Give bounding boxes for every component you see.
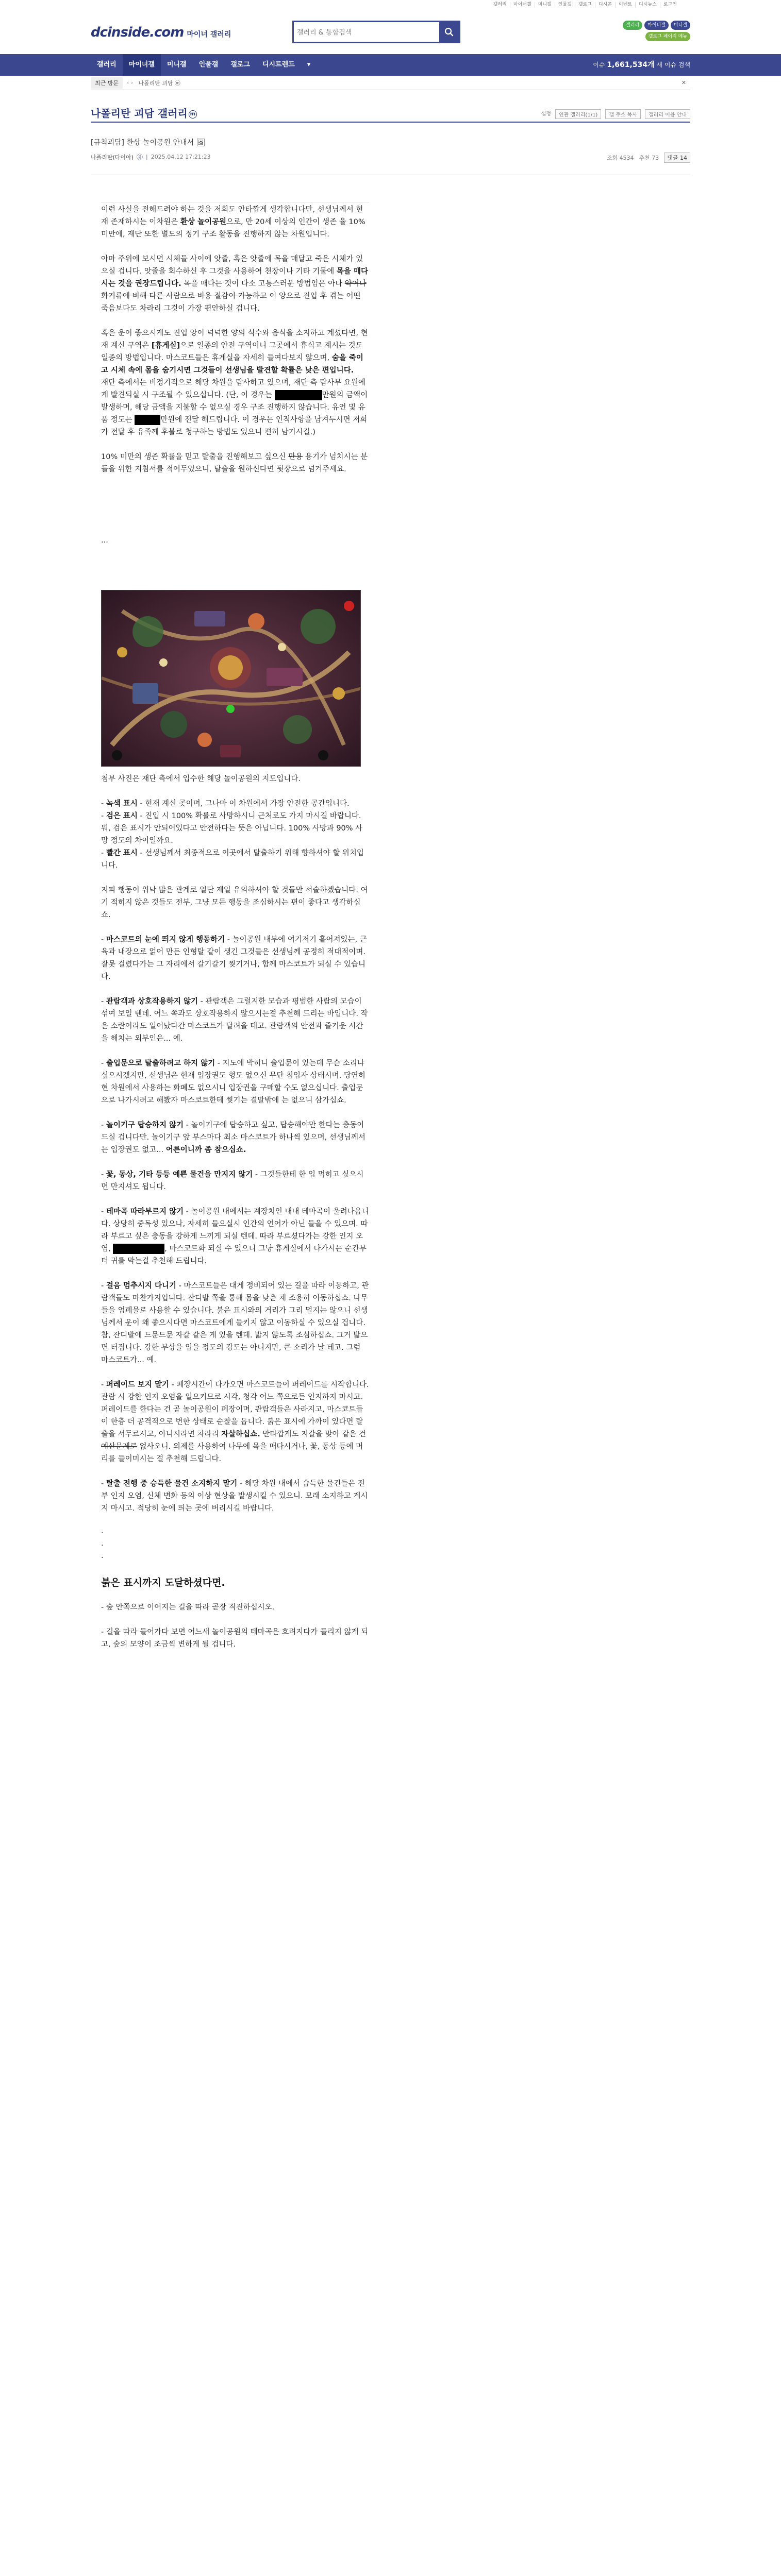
issue-counter[interactable] bbox=[593, 54, 690, 76]
nav-item-gallog[interactable]: 갤로그 bbox=[230, 61, 250, 69]
util-link[interactable]: 갤러리 bbox=[493, 2, 507, 7]
text: 으로 일종의 안전 구역이니 그곳에서 휴식고 계시는 것도 일종의 방법입니다. 마스코트들은 휴게실을 자세히 들여다보지 않으며, bbox=[101, 342, 363, 362]
bold-text: 탈출 전행 중 승득한 물건 소지하지 말기 bbox=[106, 1480, 238, 1488]
strike-text: 약어나 화기류에 비해 다른 사람으로 비용 절감이 가능하고 bbox=[101, 280, 367, 300]
copy-address-button[interactable]: 갤 주소 복사 bbox=[605, 109, 641, 119]
paragraph bbox=[101, 253, 369, 315]
gallery-title-row bbox=[91, 102, 690, 123]
dot-separator: · bbox=[101, 1529, 104, 1537]
gallery-setting-button[interactable]: 설정 bbox=[541, 111, 551, 117]
text: - 놀이공원 내에서는 계장치인 내내 테마곡이 울려나옵니다. 상당히 중독성 있으나, 자세히 들으실시 인간의 언어가 아닌 들을 수 있으며. 따라 부르고 싶은 충동을 강하게 느끼게 되실 텐데. 따라 부르셨다가는 강한 인지 오염, bbox=[101, 1208, 369, 1253]
park-map-image[interactable] bbox=[101, 590, 361, 767]
util-link[interactable]: 이벤트 bbox=[615, 2, 635, 8]
rule-item bbox=[101, 1119, 369, 1156]
legend-item bbox=[101, 847, 369, 872]
utility-bar bbox=[0, 0, 781, 10]
util-link[interactable]: 디시콘 bbox=[595, 2, 615, 8]
issue-count: 1,661,534개 bbox=[607, 61, 655, 69]
bold-text: 놀이기구 탑승하지 않기 bbox=[106, 1121, 184, 1129]
rule-item bbox=[101, 1379, 369, 1465]
bold-text: 걸음 멈추시지 다니기 bbox=[106, 1282, 177, 1290]
text: 재단 측에서는 비정기적으로 해당 차원을 탐사하고 있으며, 재단 측 탐사부 요원에게 발견되실 시 구조될 수 있으십니다. (단, 이 경우는 bbox=[101, 379, 365, 399]
paragraph bbox=[101, 327, 369, 377]
final-heading: 붉은 표시까지 도달하셨다면. bbox=[101, 1577, 225, 1588]
bold-text: 꽃, 동상, 기타 등등 예쁜 물건을 만지지 않기 bbox=[106, 1171, 253, 1179]
util-link[interactable]: 디시뉴스 bbox=[635, 2, 660, 8]
text: 아마 주위에 보시면 시체들 사이에 앗줄, 혹은 앗줄에 목을 매달고 죽은 시체가 있으실 겁니다. 앗줄을 회수하신 후 그것을 사용하여 천장이나 기타 기물에 bbox=[101, 255, 363, 276]
util-link[interactable]: 마이너갤 bbox=[510, 2, 535, 8]
rule-item bbox=[101, 1478, 369, 1515]
gallery-guide-button[interactable]: 갤러리 이용 안내 bbox=[645, 109, 690, 119]
text: - 관람객은 그럴지한 모습과 평범한 사람의 모습이 섞여 보일 텐데. 어느 쪽과도 상호작용하지 않으시는걸 추천해 드리는 바입니다. 작은 소란이라도 일어났다간 마스코트가 달려올 테고. 관람객의 안전과 즐거운 시간을 해치는 외부인은... 예. bbox=[101, 997, 368, 1043]
bold-text: 마스코트의 눈에 띄지 않게 행동하기 bbox=[106, 936, 225, 944]
dot-separator: · bbox=[101, 1554, 104, 1562]
text: 이런 사실을 전해드려야 하는 것을 저희도 안타깝게 생각합니다만, 선생님께서 현재 존재하시는 이차원은 bbox=[101, 206, 363, 226]
bold-text: 퍼레이드 보지 말기 bbox=[106, 1381, 169, 1389]
nav-item-mini-gallery[interactable]: 미니갤 bbox=[167, 61, 187, 69]
search-box bbox=[292, 21, 460, 43]
paragraph bbox=[101, 451, 369, 476]
legend-item bbox=[101, 798, 369, 810]
top-button[interactable]: 갤러리 bbox=[623, 21, 642, 30]
text: - 진입 시 100% 확률로 사망하시니 근처로도 가지 마시길 바랍니다. 뭐, 검은 표시가 안되어있다고 안전하다는 뜻은 아닙니다. 100% 사망과 90% 사망 정도의 차이일까요. bbox=[101, 812, 363, 845]
search-icon bbox=[444, 27, 454, 37]
text: 목을 매다는 것이 다소 고통스러운 방법임은 아나 bbox=[181, 280, 345, 288]
rule-item bbox=[101, 934, 369, 983]
bold-text: 어른이니까 좀 참으십쇼. bbox=[165, 1146, 246, 1154]
redaction-bar bbox=[113, 1244, 164, 1254]
text: - bbox=[101, 1282, 106, 1290]
post-head-tag: [규칙괴담] bbox=[91, 139, 125, 147]
nav-item-minor-gallery[interactable]: 마이너갤 bbox=[123, 54, 161, 76]
nav-item-dctrend[interactable]: 디시트렌드 bbox=[262, 61, 295, 69]
text: - 마스코트들은 대게 정비되어 있는 길을 따라 이동하고, 관람객들도 마찬가지입니다. 잔디밭 쪽을 통해 몸을 낮춘 채 조용히 이동하십쇼. 나무들을 엄폐물로 사용할 수 있습니다. 붉은 표시와의 거리가 그리 멀지는 않으니 선생님께서 운이 왜 좋으시다면 마스코트에게 들키지 않고 이동하실 수 있으실 겁니다. 참, 잔디밭에 드문드문 자갈 같은 게 있을 텐데. 밟지 않도록 조심하십쇼. 그거 밟으면 터집니다. 강한 부상을 입을 정도의 강도는 아니지만, 큰 소리가 날 테고. 그럼 마스코트가... 예. bbox=[101, 1282, 369, 1364]
redaction-bar bbox=[135, 415, 160, 425]
final-step: - 길을 따라 들어가다 보면 어느새 놀이공원의 테마곡은 흐려지다가 들리지 않게 되고, 숲의 모양이 조금씩 변하게 될 겁니다. bbox=[101, 1628, 369, 1649]
bold-text: 목을 매다시는 것을 권장드립니다. bbox=[101, 267, 368, 288]
rule-item bbox=[101, 1280, 369, 1366]
text: - 선생님께서 최종적으로 이곳에서 탈출하기 위해 향하셔야 할 위치입니다. bbox=[101, 849, 364, 870]
util-link[interactable]: 로그인 bbox=[660, 2, 680, 8]
text: - bbox=[101, 1171, 106, 1179]
bold-text: 관람객과 상호작용하지 않기 bbox=[106, 997, 198, 1006]
bold-text: 자살하십쇼. bbox=[221, 1430, 260, 1438]
minor-badge-icon: m bbox=[189, 110, 197, 118]
text: - 놀이기구에 탑승하고 싶고, 탑승해야만 한다는 충동이 드실 겁니다만. 놀이기구 앞 부스마다 최소 마스코트가 하나씩 있으며, 선생님께서는 입장권도 없고... bbox=[101, 1121, 365, 1154]
gallery-options bbox=[541, 109, 690, 119]
redaction-bar bbox=[275, 390, 322, 400]
top-button-extra[interactable]: 갤로그 페이지 메뉴 bbox=[645, 32, 690, 41]
text: - 현재 계신 곳이며, 그나마 이 차원에서 가장 안전한 공간입니다. bbox=[137, 800, 350, 808]
text: - 폐장시간이 다가오면 마스코트들이 퍼레이드를 시작합니다. 관람 시 강한 인지 오염을 일으키므로 시각, 청각 어느 쪽으로든 인지하지 마시고. 퍼레이드를 한다는 건 곧 놀이공원이 폐장이며, 관람객들은 사라지고, 마스코트들이 한층 더 공격적으로 변한 상태로 순찰을 돕니다. 붉은 표시에 가까이 있다면 탈출을 서두르시고, 아니시라면 차라리 bbox=[101, 1381, 369, 1438]
bold-text: 검은 표시 bbox=[106, 812, 138, 820]
gallery-title-text[interactable]: 나폴리탄 괴담 갤러리 bbox=[91, 107, 188, 120]
text: 없사오니. 외제를 사용하여 나무에 목을 매다시거나, 꽃, 동상 등에 머리를 들이미시는 걸 추천해 드립니다. bbox=[101, 1443, 363, 1463]
text: 만원에 전달 해드립니다. 이 경우는 인적사항을 남겨두시면 저희가 전달 후 유족께 후불로 청구하는 방법도 있으니 편히 남기시길.) bbox=[101, 416, 368, 436]
post-title bbox=[91, 137, 205, 147]
issue-prefix: 이슈 bbox=[593, 61, 607, 69]
text: - 놀이공원 내부에 여기저기 흩어져있는, 근육과 내장으로 얽어 만든 인형탈 같이 생긴 그것들은 선생님께 공정히 적대적이며. 잘못 걸렸다가는 그 자리에서 갈기갈기 찢기거나, 함께 마스코트가 되실 수 있습니다. bbox=[101, 936, 367, 981]
writer-nick[interactable]: 나폴리탄(다이아) bbox=[91, 154, 134, 161]
view-count: 조회 4534 bbox=[606, 155, 634, 161]
post-header bbox=[91, 129, 690, 175]
site-header bbox=[0, 10, 781, 54]
ellipsis: ... bbox=[101, 536, 108, 545]
strike-text: 만용 bbox=[288, 453, 303, 461]
strike-text: 예산문제로 bbox=[101, 1443, 138, 1451]
text: 10% 미만의 생존 확률을 믿고 탈출을 진행해보고 싶으신 bbox=[101, 453, 289, 461]
rule-item bbox=[101, 1168, 369, 1193]
recommend-count: 추천 73 bbox=[639, 155, 659, 161]
map-caption: 첨부 사진은 재단 측에서 입수한 해당 놀이공원의 지도입니다. bbox=[101, 775, 301, 783]
text: 용기가 넘치시는 분들을 위한 지침서를 적어두었으니, 탈출을 원하신다면 뒷장으로 넘겨주세요. bbox=[101, 453, 368, 473]
site-logo[interactable] bbox=[91, 25, 231, 40]
text: - bbox=[101, 812, 106, 820]
text: - bbox=[101, 1121, 106, 1129]
text: 혹은 운이 좋으시게도 진입 앙이 넉넉한 양의 식수와 음식을 소지하고 계셨다면, 현재 계신 구역은 bbox=[101, 329, 368, 350]
image-attach-icon: 🖼 bbox=[196, 139, 206, 147]
related-gallery-button[interactable]: 연관 갤러리(1/1) bbox=[555, 109, 601, 119]
text: - bbox=[101, 800, 106, 808]
post-divider: | bbox=[145, 154, 148, 160]
issue-suffix: 새 이슈 검색 bbox=[654, 61, 690, 69]
util-link[interactable]: 인물갤 bbox=[555, 2, 575, 8]
text: - bbox=[101, 997, 106, 1006]
nav-item-person-gallery[interactable]: 인물갤 bbox=[198, 61, 219, 69]
post-content bbox=[101, 204, 369, 1663]
recent-visit-bar bbox=[91, 76, 690, 90]
top-button[interactable]: 마이너갤 bbox=[644, 21, 669, 30]
gallery-title[interactable] bbox=[91, 105, 197, 120]
rule-item bbox=[101, 995, 369, 1045]
post-stats bbox=[607, 152, 690, 163]
text: - bbox=[101, 1208, 106, 1216]
text: - bbox=[101, 849, 106, 857]
post-date: 2025.04.12 17:21:23 bbox=[151, 154, 211, 160]
park-map-illustration bbox=[102, 590, 361, 767]
comment-count-button[interactable]: 댓글 14 bbox=[664, 152, 690, 163]
text: 이 앙으로 진입 후 겪는 어떤 죽음보다도 차라리 그것이 가장 편안하실 겁니다. bbox=[101, 292, 361, 313]
top-button-group bbox=[623, 21, 690, 30]
paragraph: 지피 행동이 워낙 많은 관계로 일단 제일 유의하셔야 할 것들만 서술하겠습니다. 여기 적히지 않은 것들도 전부, 그냥 모든 행동을 조심하시는 편이 좋다고 생각하십쇼. bbox=[101, 886, 368, 919]
recent-arrows-icon[interactable]: ‹ › bbox=[127, 79, 134, 86]
paragraph bbox=[101, 204, 369, 241]
recent-item[interactable]: 나폴리탄 괴담 ⓜ bbox=[138, 79, 181, 87]
dot-separator: · bbox=[101, 1541, 104, 1550]
fixed-nick-icon: ⓖ bbox=[136, 154, 143, 161]
logo-text[interactable]: dcinside.com bbox=[91, 25, 184, 40]
text: - 지도에 박히니 출입문이 있는데 무슨 소리냐 싶으시겠지만, 선생님은 현재 입장권도 형도 없으신 무단 침입자 상태시며. 당연히 현 차원에서 사용하는 화폐도 없으시니 입장권을 구매할 수도 없으십니다. 출입문으로 나가시려고 해봤자 마스코트한테 찢기는 결말밖에 는 없으니 삼가십쇼. bbox=[101, 1059, 365, 1105]
paragraph bbox=[101, 377, 369, 438]
util-link[interactable]: 미니갤 bbox=[535, 2, 555, 8]
text: - bbox=[101, 1059, 106, 1067]
post-subject: 환상 놀이공원 안내서 bbox=[126, 139, 194, 147]
bold-text: 녹색 표시 bbox=[106, 800, 138, 808]
bold-text: [휴게실] bbox=[151, 342, 180, 350]
close-icon[interactable]: ✕ bbox=[681, 79, 686, 86]
legend-item bbox=[101, 810, 369, 847]
recent-visit-label[interactable]: 최근 방문 bbox=[91, 77, 123, 89]
bold-text: 출입문으로 탈출하려고 하지 않기 bbox=[106, 1059, 215, 1067]
text: , 마스코트화 되실 수 있으니 그냥 휴게실에서 나가시는 순간부터 귀를 막는걸 추천해 드립니다. bbox=[101, 1245, 367, 1265]
search-button[interactable] bbox=[439, 22, 459, 42]
nav-item-gallery[interactable]: 갤러리 bbox=[97, 61, 117, 69]
text: - 해당 차원 내에서 습득한 물건들은 전부 인지 오염, 신체 변화 등의 이상 현상을 발생시킬 수 있으니. 모래 소지하고 계시지 마시고. 적당히 눈에 띄는 곳에 버리시길 바랍니다. bbox=[101, 1480, 368, 1513]
bold-text: 테마곡 따라부르지 않기 bbox=[106, 1208, 184, 1216]
rule-item bbox=[101, 1057, 369, 1107]
nav-more-chevron-icon[interactable]: ▾ bbox=[307, 61, 311, 69]
text: - bbox=[101, 1381, 106, 1389]
global-nav bbox=[0, 54, 781, 76]
final-step: - 숲 안쪽으로 이어지는 길을 따라 곧장 직진하십시오. bbox=[101, 1603, 275, 1612]
text: 만타깝게도 지갈을 맞아 같은 건 bbox=[260, 1430, 366, 1438]
rule-item bbox=[101, 1206, 369, 1267]
text: - bbox=[101, 936, 106, 944]
util-link[interactable]: 갤로그 bbox=[575, 2, 595, 8]
top-button[interactable]: 미니갤 bbox=[671, 21, 690, 30]
logo-subtext[interactable]: 마이너 갤러리 bbox=[187, 30, 231, 39]
post-meta bbox=[91, 152, 211, 161]
search-input[interactable] bbox=[297, 27, 436, 38]
text: 으로, 만 20세 이상의 인간이 생존 율 10% 미만에, 재단 또한 별도의 정기 구조 활동을 진행하지 않는 차원입니다. bbox=[101, 218, 365, 239]
bold-text: 환상 놀이공원 bbox=[180, 218, 226, 226]
utility-links bbox=[490, 2, 680, 8]
text: - bbox=[101, 1480, 106, 1488]
bold-text: 숨을 죽이고 시체 속에 몸을 숨기시면 그것들이 선생님을 발견할 확률은 낮은 편입니다. bbox=[101, 354, 363, 375]
text: 만원의 금액이 발생하며, 해당 금액을 지불할 수 없으실 경우 구조 진행하지 않습니다. 유언 및 유품 정도는 bbox=[101, 391, 368, 424]
text: - 그것들한테 한 입 먹히고 싶으시면 만지셔도 됩니다. bbox=[101, 1171, 364, 1191]
bold-text: 빨간 표시 bbox=[106, 849, 138, 857]
